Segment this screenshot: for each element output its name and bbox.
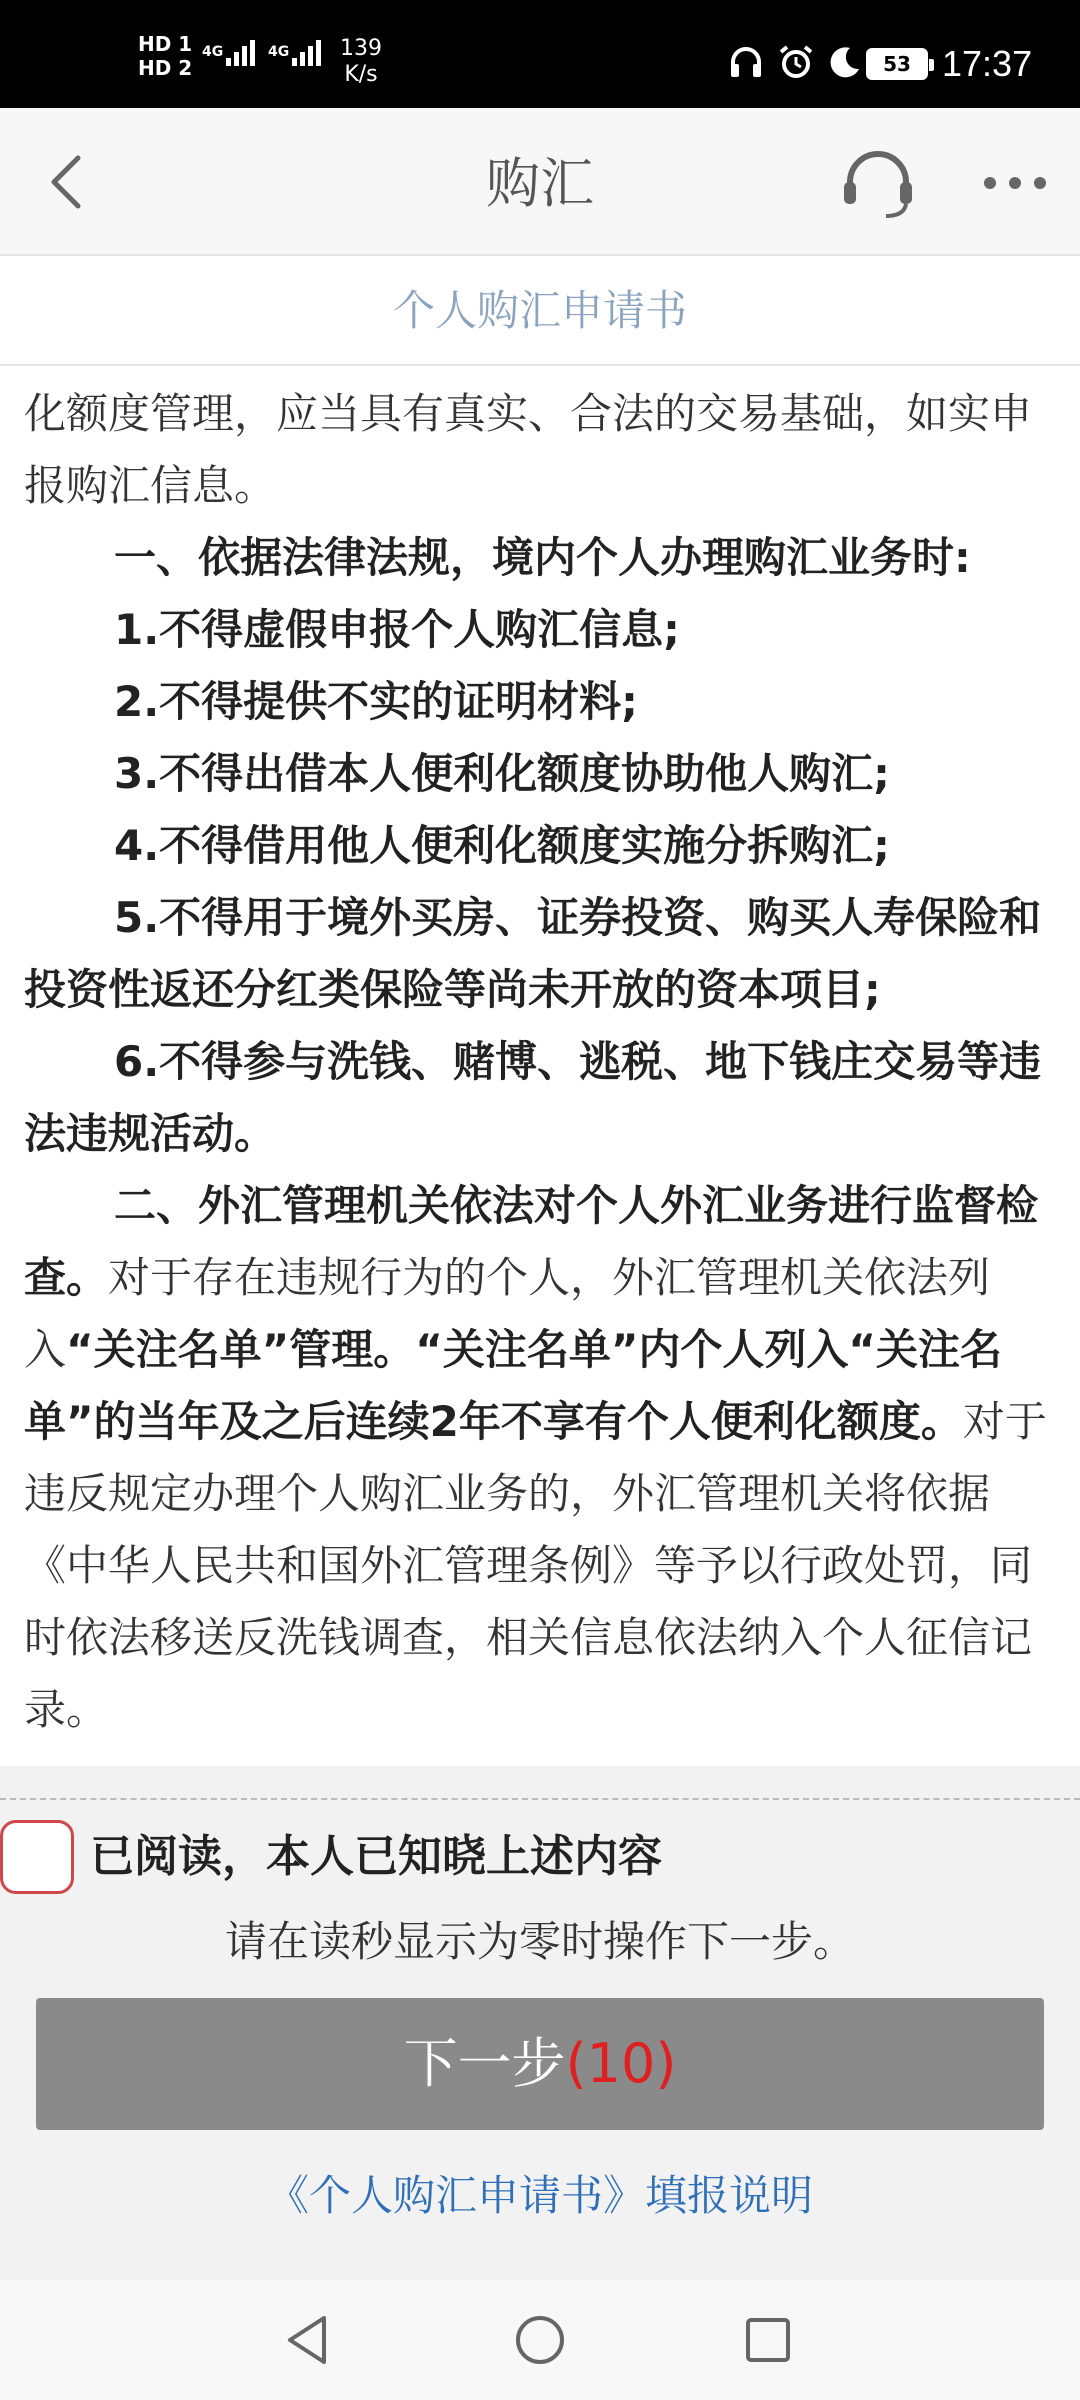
section-2 <box>24 1170 1056 1746</box>
application-text <box>0 366 1080 1766</box>
section-2-text-1: 对于存在违规行为的个人，外汇管理机关依法列入 <box>24 1253 991 1374</box>
rule-item-1: 1.不得虚假申报个人购汇信息; <box>114 605 680 654</box>
page-title: 购汇 <box>486 152 594 215</box>
section-2-bold-2: “关注名单”管理。“关注名单”内个人列入“关注名单”的当年及之后连续2年不享有个人便利化额度。 <box>24 1325 1003 1446</box>
section-2-title: 二、外汇管理机关依法对个人外汇业务进行监督检查。 <box>24 1181 1039 1302</box>
agree-checkbox[interactable] <box>0 1820 74 1894</box>
headphones-icon <box>728 44 764 80</box>
more-icon <box>980 168 1050 198</box>
next-step-button[interactable] <box>36 1998 1044 2130</box>
system-navigation-bar <box>0 2280 1080 2400</box>
section-2-text-2: 对于违反规定办理个人购汇业务的，外汇管理机关将依据《中华人民共和国外汇管理条例》等予以行政处罚，同时依法移送反洗钱调查，相关信息依法纳入个人征信记录。 <box>24 1397 1047 1734</box>
hd1-label: HD 1 <box>138 32 193 56</box>
battery-indicator: 53 <box>866 48 928 80</box>
nav-bar <box>0 108 1080 256</box>
system-home-button[interactable] <box>508 2308 572 2372</box>
agree-label[interactable]: 已阅读，本人已知晓上述内容 <box>90 1831 662 1882</box>
network-speed <box>340 36 382 88</box>
status-bar <box>0 0 1080 108</box>
clock: 17:37 <box>942 43 1033 84</box>
countdown-hint: 请在读秒显示为零时操作下一步。 <box>224 1917 855 1966</box>
paragraph-intro: 化额度管理，应当具有真实、合法的交易基础，如实申报购汇信息。 <box>24 389 1033 510</box>
system-recents-button[interactable] <box>736 2308 800 2372</box>
circle-home-icon <box>508 2308 572 2372</box>
filling-instructions-link[interactable]: 《个人购汇申请书》填报说明 <box>266 2171 813 2220</box>
document-title: 个人购汇申请书 <box>0 256 1080 366</box>
rule-item-6: 6.不得参与洗钱、赌博、逃税、地下钱庄交易等违法违规活动。 <box>24 1037 1042 1158</box>
speed-unit: K/s <box>344 62 378 87</box>
moon-icon <box>828 45 862 79</box>
rule-item-2: 2.不得提供不实的证明材料; <box>114 677 638 726</box>
rule-item-4: 4.不得借用他人便利化额度实施分拆购汇; <box>114 821 890 870</box>
speed-value: 139 <box>340 36 382 61</box>
alarm-icon <box>778 44 814 80</box>
confirmation-area <box>0 1766 1080 2280</box>
rule-item-5: 5.不得用于境外买房、证券投资、购买人寿保险和投资性返还分红类保险等尚未开放的资本项目; <box>24 893 1042 1014</box>
hd-indicators <box>138 32 192 80</box>
triangle-back-icon <box>276 2308 340 2372</box>
sim2-network-label: 4G <box>268 44 290 60</box>
rule-item-3: 3.不得出借本人便利化额度协助他人购汇; <box>114 749 890 798</box>
signal-icon <box>292 40 321 66</box>
square-recents-icon <box>736 2308 800 2372</box>
countdown-number: (10) <box>565 2032 677 2095</box>
hd2-label: HD 2 <box>138 56 193 80</box>
system-back-button[interactable] <box>276 2308 340 2372</box>
section-1-title: 一、依据法律法规，境内个人办理购汇业务时: <box>114 533 971 582</box>
signal-icon <box>226 40 255 66</box>
sim1-network-label: 4G <box>202 44 224 60</box>
next-step-label: 下一步 <box>403 2032 566 2095</box>
more-button[interactable] <box>980 168 1050 198</box>
headset-icon <box>838 148 918 220</box>
divider <box>0 1798 1080 1800</box>
customer-service-button[interactable] <box>838 148 918 220</box>
